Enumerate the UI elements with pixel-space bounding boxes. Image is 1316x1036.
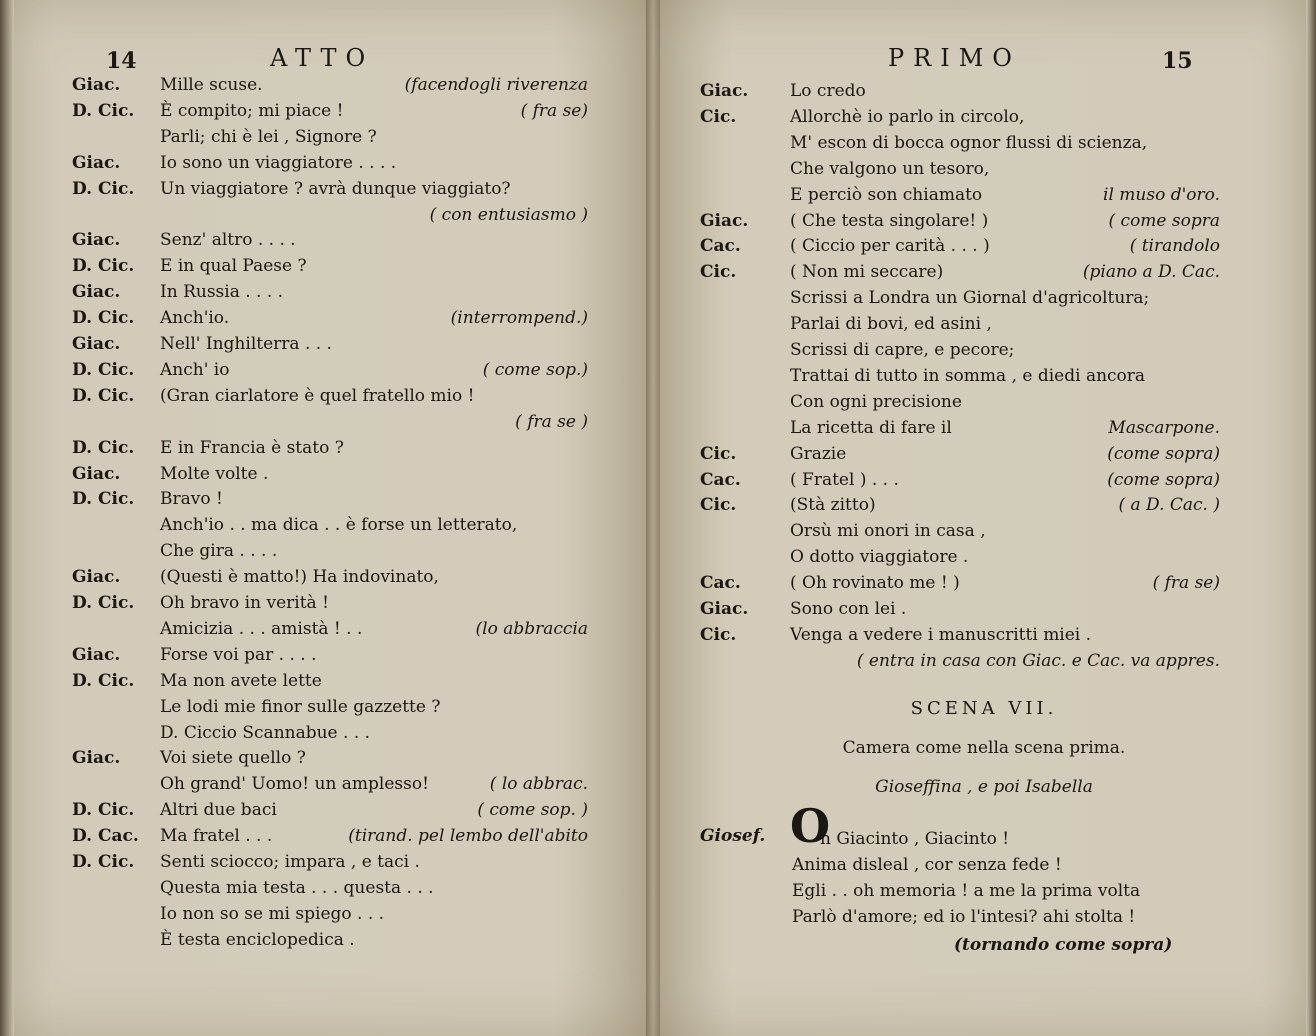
speaker-label: Giac. <box>72 567 121 588</box>
dialogue-line <box>652 622 1316 648</box>
dialogue-text: E in Francia è stato ? <box>160 437 344 458</box>
dialogue-text: Allorchè io parlo in circolo, <box>790 106 1025 127</box>
stage-direction: (tirand. pel lembo dell'abito <box>348 826 588 847</box>
speaker-label: Giac. <box>72 334 121 354</box>
dialogue-line <box>0 875 652 901</box>
dialogue-line <box>652 130 1316 156</box>
scene-characters-line <box>652 774 1316 800</box>
running-head: ATTO <box>270 44 375 72</box>
dialogue-line <box>0 745 652 771</box>
dialogue-line <box>0 720 652 746</box>
dialogue-text: Oh grand' Uomo! un amplesso! <box>160 774 429 795</box>
dialogue-line <box>0 797 652 823</box>
dialogue-text: Anima disleal , cor senza fede ! <box>792 855 1062 875</box>
dialogue-text: ( Fratel ) . . . <box>790 469 899 490</box>
speaker-label: Giac. <box>72 282 121 303</box>
dialogue-line <box>0 176 652 202</box>
speaker-label: D. Cic. <box>72 670 135 691</box>
dialogue-line <box>652 311 1316 337</box>
speaker-label: Cic. <box>700 624 737 645</box>
dialogue-text: È testa enciclopedica . <box>160 929 355 950</box>
stage-direction: Mascarpone. <box>1108 417 1220 438</box>
dialogue-text: Forse voi par . . . . <box>160 644 317 665</box>
dialogue-line <box>652 389 1316 415</box>
dialogue-line <box>652 285 1316 311</box>
dialogue-text: Venga a vedere i manuscritti miei . <box>790 624 1092 645</box>
dialogue-line <box>0 150 652 176</box>
drop-cap: O <box>790 799 831 853</box>
dialogue-text: E perciò son chiamato <box>790 184 983 205</box>
dialogue-text: Bravo ! <box>160 489 223 510</box>
speaker-label: D. Cic. <box>72 178 135 199</box>
speaker-label: D. Cic. <box>72 437 135 458</box>
page-number: 14 <box>106 48 137 74</box>
dialogue-text: Trattai di tutto in somma , e diedi ancora <box>790 365 1146 386</box>
dialogue-line <box>652 233 1316 259</box>
dialogue-text: Parli; chi è lei , Signore ? <box>160 126 377 147</box>
dialogue-text: Scrissi di capre, e pecore; <box>790 340 1015 360</box>
dialogue-line <box>0 124 652 150</box>
dialogue-line <box>0 616 652 642</box>
dialogue-text: ( Che testa singolare! ) <box>790 210 989 231</box>
speaker-label: Giac. <box>700 599 749 619</box>
stage-direction: (come sopra) <box>1107 443 1220 464</box>
scene-setting-line <box>652 735 1316 761</box>
dialogue-line <box>0 383 652 409</box>
dialogue-text: Mille scuse. <box>160 75 263 95</box>
dialogue-text: Con ogni precisione <box>790 391 962 412</box>
dialogue-line <box>0 771 652 797</box>
speaker-label: Giac. <box>72 748 121 769</box>
dialogue-text: Senz' altro . . . . <box>160 230 296 251</box>
right-page <box>652 0 1316 1036</box>
dialogue-line <box>0 279 652 305</box>
speaker-label: Giac. <box>72 463 121 484</box>
dialogue-line <box>652 544 1316 570</box>
dialogue-text: Che valgono un tesoro, <box>790 158 990 179</box>
dialogue-text: Sono con lei . <box>790 599 907 619</box>
dialogue-line <box>0 227 652 253</box>
dialogue-line <box>652 570 1316 596</box>
speaker-label: Cic. <box>700 106 737 127</box>
page-edge <box>1306 0 1316 1036</box>
dialogue-text: (Gran ciarlatore è quel fratello mio ! <box>160 385 475 406</box>
dialogue-text: Un viaggiatore ? avrà dunque viaggiato? <box>160 178 511 199</box>
speaker-label: D. Cic. <box>72 593 135 613</box>
dialogue-line <box>652 78 1316 104</box>
book-gutter <box>646 0 660 1036</box>
speaker-label: D. Cic. <box>72 100 135 121</box>
dialogue-text: (Stà zitto) <box>790 495 876 516</box>
stage-direction: (lo abbraccia <box>475 618 588 639</box>
stage-direction: (piano a D. Cac. <box>1082 262 1220 283</box>
speaker-label: Giac. <box>72 230 121 251</box>
stage-direction: ( come sopra <box>1108 210 1220 231</box>
speaker-label: D. Cac. <box>72 826 139 847</box>
dialogue-text: Io sono un viaggiatore . . . . <box>160 152 397 173</box>
dialogue-text: h Giacinto , Giacinto ! <box>820 829 1010 849</box>
speaker-label: D. Cic. <box>72 852 135 872</box>
dialogue-line <box>0 849 652 875</box>
dialogue-text: E in qual Paese ? <box>160 256 307 277</box>
speech-line <box>652 904 1316 930</box>
dialogue-line <box>652 492 1316 518</box>
dialogue-line <box>0 564 652 590</box>
dialogue-line <box>652 415 1316 441</box>
speaker-label: Giac. <box>72 644 121 665</box>
dialogue-line <box>0 409 652 435</box>
dialogue-text: ( Ciccio per carità . . . ) <box>790 236 990 257</box>
stage-direction: (interrompend.) <box>450 308 588 329</box>
stage-direction-line <box>652 932 1316 958</box>
dialogue-text: Lo credo <box>790 81 866 101</box>
speaker-label: Cac. <box>700 236 741 257</box>
stage-direction: ( fra se ) <box>515 411 588 432</box>
page-number: 15 <box>1162 48 1193 74</box>
speaker-label: Cac. <box>700 573 741 594</box>
stage-direction: ( a D. Cac. ) <box>1118 495 1220 516</box>
dialogue-text: Oh bravo in verità ! <box>160 593 329 613</box>
speaker-label: D. Cic. <box>72 256 135 277</box>
dialogue-line <box>0 823 652 849</box>
speaker-label: Giac. <box>72 152 121 173</box>
dialogue-text: D. Ciccio Scannabue . . . <box>160 722 371 743</box>
speaker-label: D. Cic. <box>72 385 135 406</box>
stage-direction: ( come sop. ) <box>477 800 588 821</box>
dialogue-line <box>652 104 1316 130</box>
dialogue-line <box>652 182 1316 208</box>
dialogue-line <box>0 927 652 953</box>
dialogue-line <box>0 72 652 98</box>
dialogue-line <box>0 512 652 538</box>
dialogue-text: Altri due baci <box>160 800 277 821</box>
dialogue-text: (Questi è matto!) Ha indovinato, <box>160 567 439 588</box>
stage-direction: (tornando come sopra) <box>954 935 1173 955</box>
dialogue-text: Parlai di bovi, ed asini , <box>790 314 992 335</box>
dialogue-line <box>652 467 1316 493</box>
dialogue-text: Amicizia . . . amistà ! . . <box>160 618 363 639</box>
dialogue-text: Orsù mi onori in casa , <box>790 521 986 542</box>
dialogue-line <box>0 305 652 331</box>
dialogue-text: Ma fratel . . . <box>160 826 273 847</box>
dialogue-line <box>0 357 652 383</box>
dialogue-line <box>0 694 652 720</box>
speaker-label: Giac. <box>72 75 121 95</box>
dialogue-text: O dotto viaggiatore . <box>790 547 969 568</box>
scene-title: SCENA VII. <box>910 698 1058 719</box>
dialogue-line <box>0 642 652 668</box>
dialogue-line <box>652 596 1316 622</box>
dialogue-line <box>0 202 652 228</box>
dialogue-text: Io non so se mi spiego . . . <box>160 903 385 924</box>
dialogue-text: È compito; mi piace ! <box>160 100 344 121</box>
stage-direction: ( tirandolo <box>1129 236 1220 257</box>
dialogue-text: ( Non mi seccare) <box>790 262 944 283</box>
dialogue-line <box>0 253 652 279</box>
dialogue-text: Anch'io . . ma dica . . è forse un letterato, <box>160 515 518 536</box>
dialogue-text: Scrissi a Londra un Giornal d'agricoltura; <box>790 288 1150 309</box>
dialogue-text: In Russia . . . . <box>160 282 284 303</box>
dialogue-text: Voi siete quello ? <box>160 748 306 769</box>
dialogue-line <box>652 518 1316 544</box>
speaker-label: Cic. <box>700 495 737 516</box>
dialogue-text: ( Oh rovinato me ! ) <box>790 573 960 594</box>
speaker-label: D. Cic. <box>72 359 135 380</box>
dialogue-text: Che gira . . . . <box>160 541 278 562</box>
dialogue-text: Ma non avete lette <box>160 670 322 691</box>
dialogue-line <box>652 337 1316 363</box>
dialogue-text: Le lodi mie finor sulle gazzette ? <box>160 696 441 717</box>
dialogue-line <box>652 648 1316 674</box>
scene-characters: Gioseffina , e poi Isabella <box>875 777 1093 797</box>
stage-direction: ( come sop.) <box>482 359 588 380</box>
dialogue-text: Egli . . oh memoria ! a me la prima volta <box>792 881 1141 901</box>
dialogue-line <box>0 901 652 927</box>
stage-direction: (facendogli riverenza <box>404 75 588 95</box>
dialogue-line <box>652 363 1316 389</box>
stage-direction: ( fra se) <box>520 100 588 121</box>
speaker-label: Cac. <box>700 469 741 490</box>
speech-line <box>652 826 1316 852</box>
dialogue-line <box>0 538 652 564</box>
dialogue-line <box>0 461 652 487</box>
stage-direction: ( con entusiasmo ) <box>429 204 588 225</box>
stage-direction: il muso d'oro. <box>1103 184 1220 205</box>
stage-direction: ( lo abbrac. <box>489 774 588 795</box>
dialogue-line <box>0 668 652 694</box>
dialogue-line <box>652 208 1316 234</box>
running-head: PRIMO <box>888 44 1021 72</box>
speech-line <box>652 878 1316 904</box>
speaker-label: Cic. <box>700 262 737 283</box>
speaker-label: Giosef. <box>700 826 766 846</box>
left-page <box>0 0 653 1036</box>
speech-line <box>652 852 1316 878</box>
speaker-label: Cic. <box>700 443 737 464</box>
stage-direction: (come sopra) <box>1107 469 1220 490</box>
scene-heading <box>652 696 1316 722</box>
stage-direction: ( entra in casa con Giac. e Cac. va appres. <box>856 650 1220 671</box>
dialogue-line <box>0 590 652 616</box>
dialogue-line <box>0 435 652 461</box>
dialogue-line <box>0 331 652 357</box>
scene-setting: Camera come nella scena prima. <box>842 738 1126 758</box>
dialogue-text: Questa mia testa . . . questa . . . <box>160 877 434 898</box>
dialogue-text: La ricetta di fare il <box>790 417 952 438</box>
dialogue-text: Senti sciocco; impara , e taci . <box>160 852 420 872</box>
speaker-label: D. Cic. <box>72 308 135 329</box>
dialogue-line <box>652 259 1316 285</box>
speaker-label: Giac. <box>700 210 749 231</box>
dialogue-line <box>652 441 1316 467</box>
dialogue-text: M' escon di bocca ognor flussi di scienza, <box>790 132 1148 153</box>
dialogue-text: Anch'io. <box>160 308 230 329</box>
dialogue-text: Molte volte . <box>160 463 269 484</box>
speaker-label: D. Cic. <box>72 489 135 510</box>
dialogue-line <box>0 486 652 512</box>
dialogue-text: Grazie <box>790 443 847 464</box>
speaker-label: Giac. <box>700 81 749 101</box>
dialogue-text: Parlò d'amore; ed io l'intesi? ahi stolta ! <box>792 907 1136 927</box>
stage-direction: ( fra se) <box>1152 573 1220 594</box>
speaker-label: D. Cic. <box>72 800 135 821</box>
dialogue-line <box>0 98 652 124</box>
dialogue-text: Anch' io <box>160 359 230 380</box>
dialogue-line <box>652 156 1316 182</box>
dialogue-text: Nell' Inghilterra . . . <box>160 334 332 354</box>
